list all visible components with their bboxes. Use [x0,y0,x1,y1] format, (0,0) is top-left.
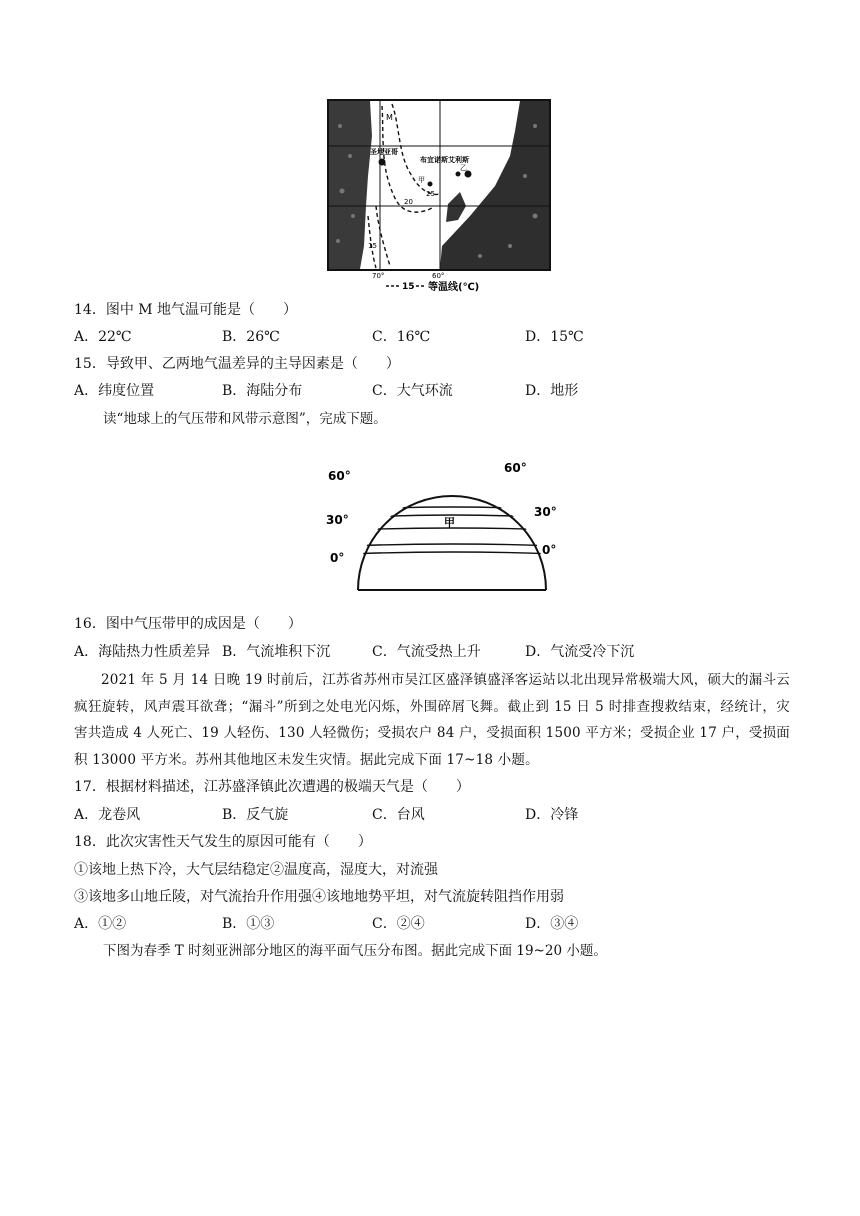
q17-option-b[interactable]: B．反气旋 [222,807,289,823]
q14-option-a[interactable]: A．22℃ [74,329,132,345]
intro-q16: 读“地球上的气压带和风带示意图”，完成下题。 [103,411,387,427]
globe-left-30-label: 30° [326,513,349,527]
globe-right-30-label: 30° [534,505,557,519]
q16-option-d[interactable]: D．气流受冷下沉 [525,644,635,660]
legend-text: 等温线(℃) [428,282,480,293]
q16-stem: 16．图中气压带甲的成因是（ ） [74,616,302,632]
q18-statement-1: ①该地上热下冷，大气层结稳定②温度高，湿度大，对流强 [74,862,438,878]
q17-stem: 17．根据材料描述，江苏盛泽镇此次遭遇的极端天气是（ ） [74,779,470,795]
q16-option-a[interactable]: A．海陆热力性质差异 [74,644,211,660]
isotherm-25-label: 25 [426,190,435,198]
label-m: M [386,113,393,122]
q17-option-d[interactable]: D．冷锋 [525,807,579,823]
q18-option-b[interactable]: B．①③ [222,916,275,932]
globe-left-60-label: 60° [328,469,351,483]
q14-stem: 14．图中 M 地气温可能是（ ） [74,302,298,318]
q17-option-a[interactable]: A．龙卷风 [74,807,141,823]
globe-left-0-label: 0° [330,551,345,565]
legend-value: 15 [402,282,415,292]
q18-option-a[interactable]: A．①② [74,916,127,932]
q18-statement-2: ③该地多山地丘陵，对气流抬升作用强④该地地势平坦，对气流旋转阻挡作用弱 [74,889,564,905]
q15-option-c[interactable]: C．大气环流 [372,383,453,399]
label-yi: 乙 [460,164,467,172]
q18-stem: 18．此次灾害性天气发生的原因可能有（ ） [74,834,372,850]
globe-jia-label: 甲 [444,516,455,529]
point-yi-dot [456,172,461,177]
point-jia-dot [428,182,433,187]
globe-right-60-label: 60° [504,461,527,475]
q16-option-c[interactable]: C．气流受热上升 [372,644,481,660]
q18-option-c[interactable]: C．②④ [372,916,425,932]
q15-option-a[interactable]: A．纬度位置 [74,383,155,399]
isotherm-15-label: 15 [368,242,377,250]
longitude-70-label: 70° [372,272,385,280]
q15-stem: 15．导致甲、乙两地气温差异的主导因素是（ ） [74,356,400,372]
san-diego-dot [379,159,386,166]
q16-option-b[interactable]: B．气流堆积下沉 [222,644,331,660]
q18-option-d[interactable]: D．③④ [525,916,579,932]
q14-option-d[interactable]: D．15℃ [525,329,584,345]
label-jia: 甲 [418,176,425,184]
label-buenos-aires: 布宜诺斯艾利斯 [420,156,469,164]
isotherm-20-label: 20 [404,198,413,206]
q14-option-c[interactable]: C．16℃ [372,329,431,345]
q15-option-b[interactable]: B．海陆分布 [222,383,303,399]
passage-17-18: 2021 年 5 月 14 日晚 19 时前后，江苏省苏州市吴江区盛泽镇盛泽客运站以北出现异常极端大风，硕大的漏斗云疯狂旋转，风声震耳欲聋；“漏斗”所到之处电光闪烁，外围碎屑飞舞。截止到 15 日 5 时排查搜救结束，经统计，灾害共造成 4 人死亡、19 人轻伤、130 人轻微伤；受损农户 84 户，受损面积 1500 平方米；受损企业 17 户，受损面积 13000 平方米。苏州其他地区未发生灾情。据此完成下面 17~18 小题。 [74,672,790,768]
pressure-belts-globe-diagram [326,446,566,596]
q14-option-b[interactable]: B．26℃ [222,329,280,345]
q15-option-d[interactable]: D．地形 [525,383,579,399]
south-america-isotherm-map [320,96,560,296]
longitude-60-label: 60° [432,272,445,280]
q17-option-c[interactable]: C．台风 [372,807,425,823]
globe-right-0-label: 0° [542,543,557,557]
label-san-diego: 圣地亚哥 [370,148,398,156]
intro-q19-20: 下图为春季 T 时刻亚洲部分地区的海平面气压分布图。据此完成下面 19~20 小题。 [103,943,607,959]
